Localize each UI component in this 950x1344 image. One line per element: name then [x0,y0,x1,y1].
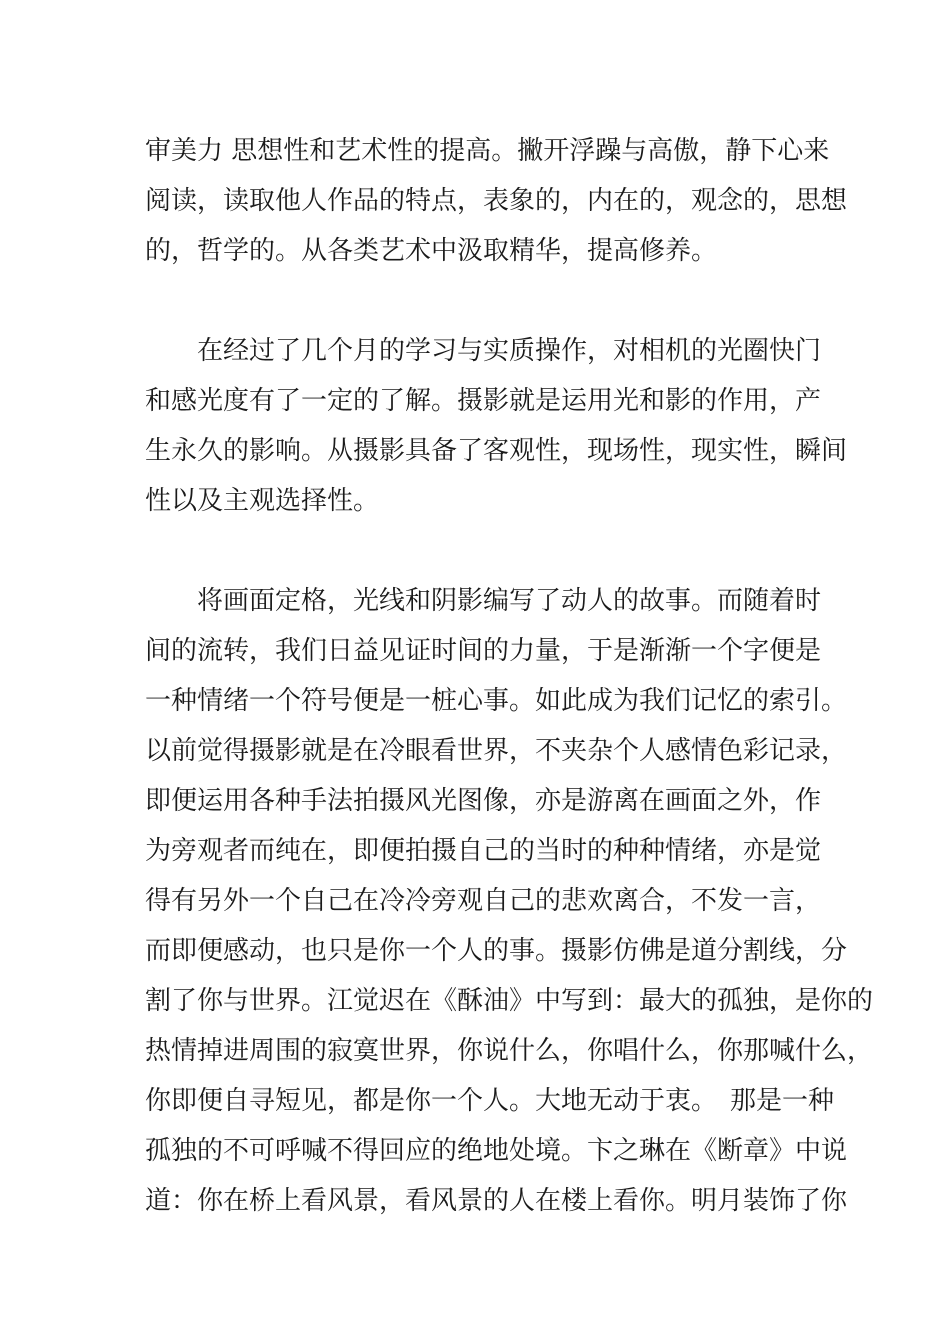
text-line: 道：你在桥上看风景，看风景的人在楼上看你。明月装饰了你 [145,1186,848,1216]
text-line: 孤独的不可呼喊不得回应的绝地处境。卞之琳在《断章》中说 [145,1136,848,1166]
text-line: 以前觉得摄影就是在冷眼看世界，不夹杂个人感情色彩记录， [145,736,848,766]
text-line: 而即便感动，也只是你一个人的事。摄影仿佛是道分割线，分 [145,936,848,966]
text-line: 间的流转，我们日益见证时间的力量，于是渐渐一个字便是 [145,636,822,666]
text-line: 得有另外一个自己在冷冷旁观自己的悲欢离合，不发一言， [145,886,822,916]
paragraph-2 [145,326,848,526]
text-line: 在经过了几个月的学习与实质操作，对相机的光圈快门 [145,336,822,366]
text-line: 即便运用各种手法拍摄风光图像，亦是游离在画面之外，作 [145,786,822,816]
paragraph-1 [145,126,848,276]
paragraph-3 [145,576,874,1226]
text-line: 性以及主观选择性。 [145,486,380,516]
text-line: 和感光度有了一定的了解。摄影就是运用光和影的作用，产 [145,386,822,416]
text-line: 割了你与世界。江觉迟在《酥油》中写到：最大的孤独，是你的 [145,986,874,1016]
text-line: 热情掉进周围的寂寞世界，你说什么，你唱什么，你那喊什么， [145,1036,874,1066]
text-line: 生永久的影响。从摄影具备了客观性，现场性，现实性，瞬间 [145,436,848,466]
text-line: 一种情绪一个符号便是一桩心事。如此成为我们记忆的索引。 [145,686,848,716]
text-line: 为旁观者而纯在，即便拍摄自己的当时的种种情绪，亦是觉 [145,836,822,866]
text-line: 阅读，读取他人作品的特点，表象的，内在的，观念的，思想 [145,186,848,216]
text-line: 的，哲学的。从各类艺术中汲取精华，提高修养。 [145,236,718,266]
text-line: 审美力 思想性和艺术性的提高。撇开浮躁与高傲，静下心来 [145,136,830,166]
text-line: 你即便自寻短见，都是你一个人。大地无动于衷。 那是一种 [145,1086,835,1116]
text-line: 将画面定格，光线和阴影编写了动人的故事。而随着时 [145,586,822,616]
